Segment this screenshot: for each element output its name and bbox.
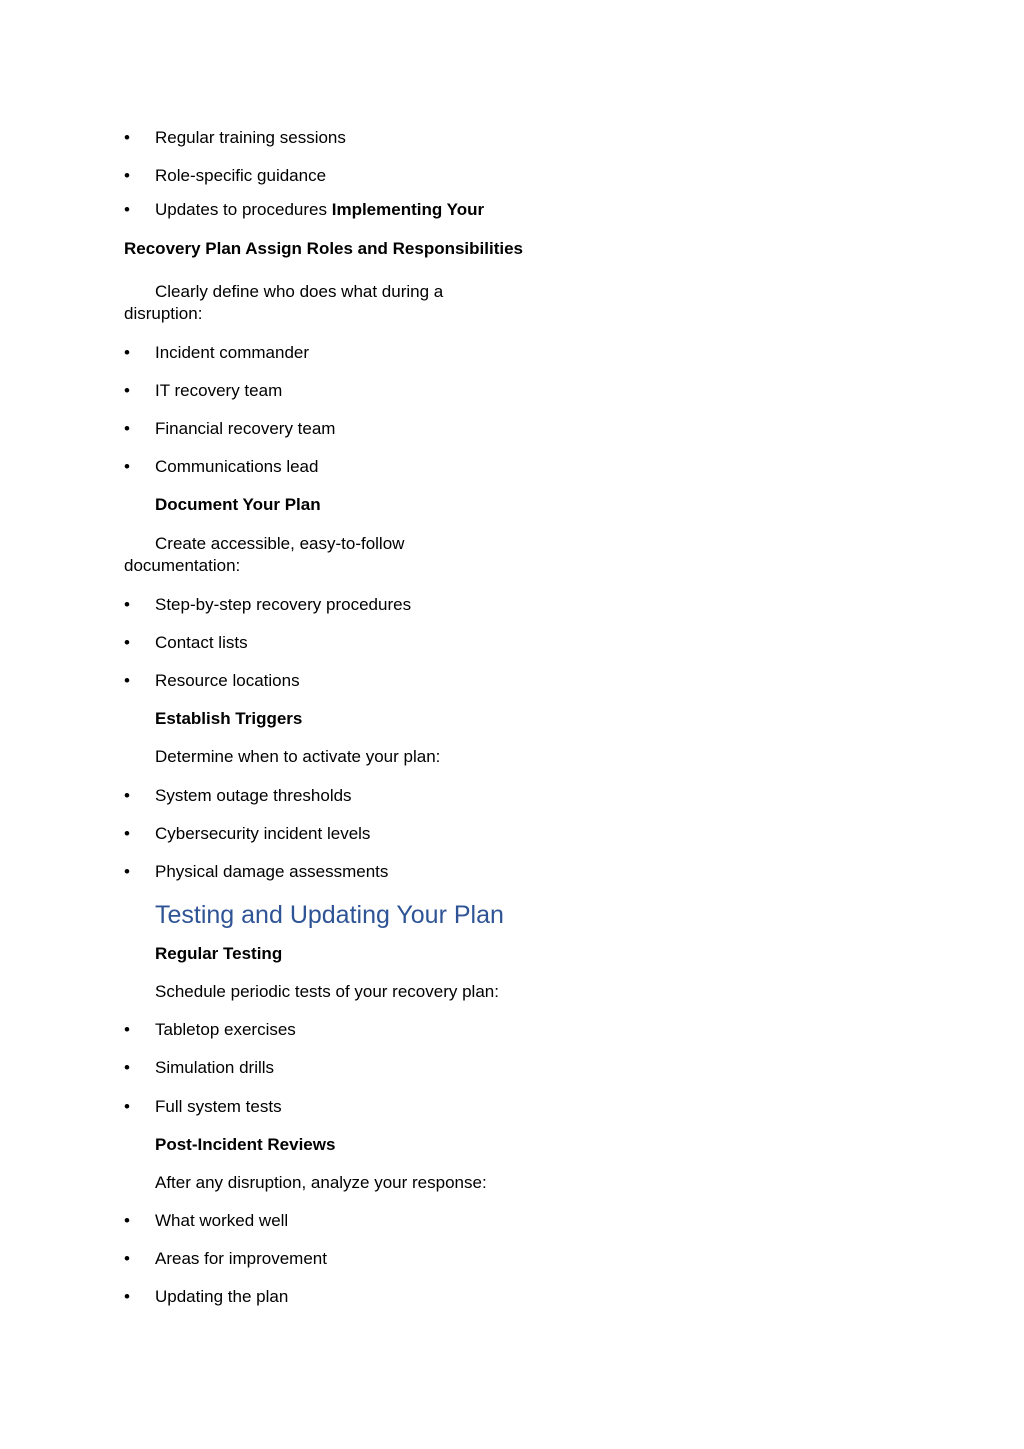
triggers-intro-paragraph: Determine when to activate your plan: bbox=[155, 747, 441, 766]
bullet-icon: • bbox=[124, 457, 130, 476]
bullet-icon: • bbox=[124, 862, 130, 881]
bullet-icon: • bbox=[124, 786, 130, 805]
list-item-text: Resource locations bbox=[155, 671, 300, 690]
review-heading: Post-Incident Reviews bbox=[155, 1135, 336, 1154]
bullet-icon: • bbox=[124, 633, 130, 652]
bullet-icon: • bbox=[124, 128, 130, 147]
list-item-text: Updating the plan bbox=[155, 1287, 289, 1306]
list-item-text: Physical damage assessments bbox=[155, 862, 389, 881]
list-item-text-wrapper bbox=[155, 199, 484, 221]
section-title: Testing and Updating Your Plan bbox=[155, 901, 504, 929]
list-item-text: IT recovery team bbox=[155, 381, 283, 400]
triggers-heading: Establish Triggers bbox=[155, 709, 303, 728]
testing-heading: Regular Testing bbox=[155, 944, 283, 963]
bullet-icon: • bbox=[124, 1020, 130, 1039]
bullet-icon: • bbox=[124, 1249, 130, 1268]
list-item-text: System outage thresholds bbox=[155, 786, 352, 805]
document-intro-paragraph: Create accessible, easy-to-follow documentation: bbox=[124, 534, 405, 575]
list-item-text: Simulation drills bbox=[155, 1058, 275, 1077]
bullet-icon: • bbox=[124, 1097, 130, 1116]
list-item-text: Incident commander bbox=[155, 343, 310, 362]
testing-intro-paragraph: Schedule periodic tests of your recovery plan: bbox=[155, 982, 499, 1001]
bullet-icon: • bbox=[124, 595, 130, 614]
list-item-text: Contact lists bbox=[155, 633, 248, 652]
list-item-text: Full system tests bbox=[155, 1097, 282, 1116]
list-item-text: Updates to procedures bbox=[155, 200, 327, 219]
bullet-icon: • bbox=[124, 200, 130, 219]
list-item-text: Tabletop exercises bbox=[155, 1020, 296, 1039]
list-item-text: Areas for improvement bbox=[155, 1249, 327, 1268]
list-item-text: Communications lead bbox=[155, 457, 319, 476]
list-item-text: Financial recovery team bbox=[155, 419, 336, 438]
bullet-icon: • bbox=[124, 343, 130, 362]
list-item-text: Role-specific guidance bbox=[155, 166, 327, 185]
roles-intro-paragraph: Clearly define who does what during a disruption: bbox=[124, 282, 444, 323]
bullet-icon: • bbox=[124, 1058, 130, 1077]
bullet-icon: • bbox=[124, 419, 130, 438]
section-heading-start: Implementing Your bbox=[331, 200, 485, 219]
bullet-icon: • bbox=[124, 671, 130, 690]
list-item-text: Regular training sessions bbox=[155, 128, 346, 147]
list-item-text: Cybersecurity incident levels bbox=[155, 824, 371, 843]
bullet-icon: • bbox=[124, 381, 130, 400]
review-intro-paragraph: After any disruption, analyze your response: bbox=[155, 1173, 487, 1192]
bullet-icon: • bbox=[124, 1287, 130, 1306]
bullet-icon: • bbox=[124, 1211, 130, 1230]
document-heading: Document Your Plan bbox=[155, 495, 321, 514]
bullet-icon: • bbox=[124, 824, 130, 843]
list-item-text: Step-by-step recovery procedures bbox=[155, 595, 412, 614]
bullet-icon: • bbox=[124, 166, 130, 185]
list-item-text: What worked well bbox=[155, 1211, 289, 1230]
section-heading: Recovery Plan Assign Roles and Responsibilities bbox=[124, 239, 523, 258]
